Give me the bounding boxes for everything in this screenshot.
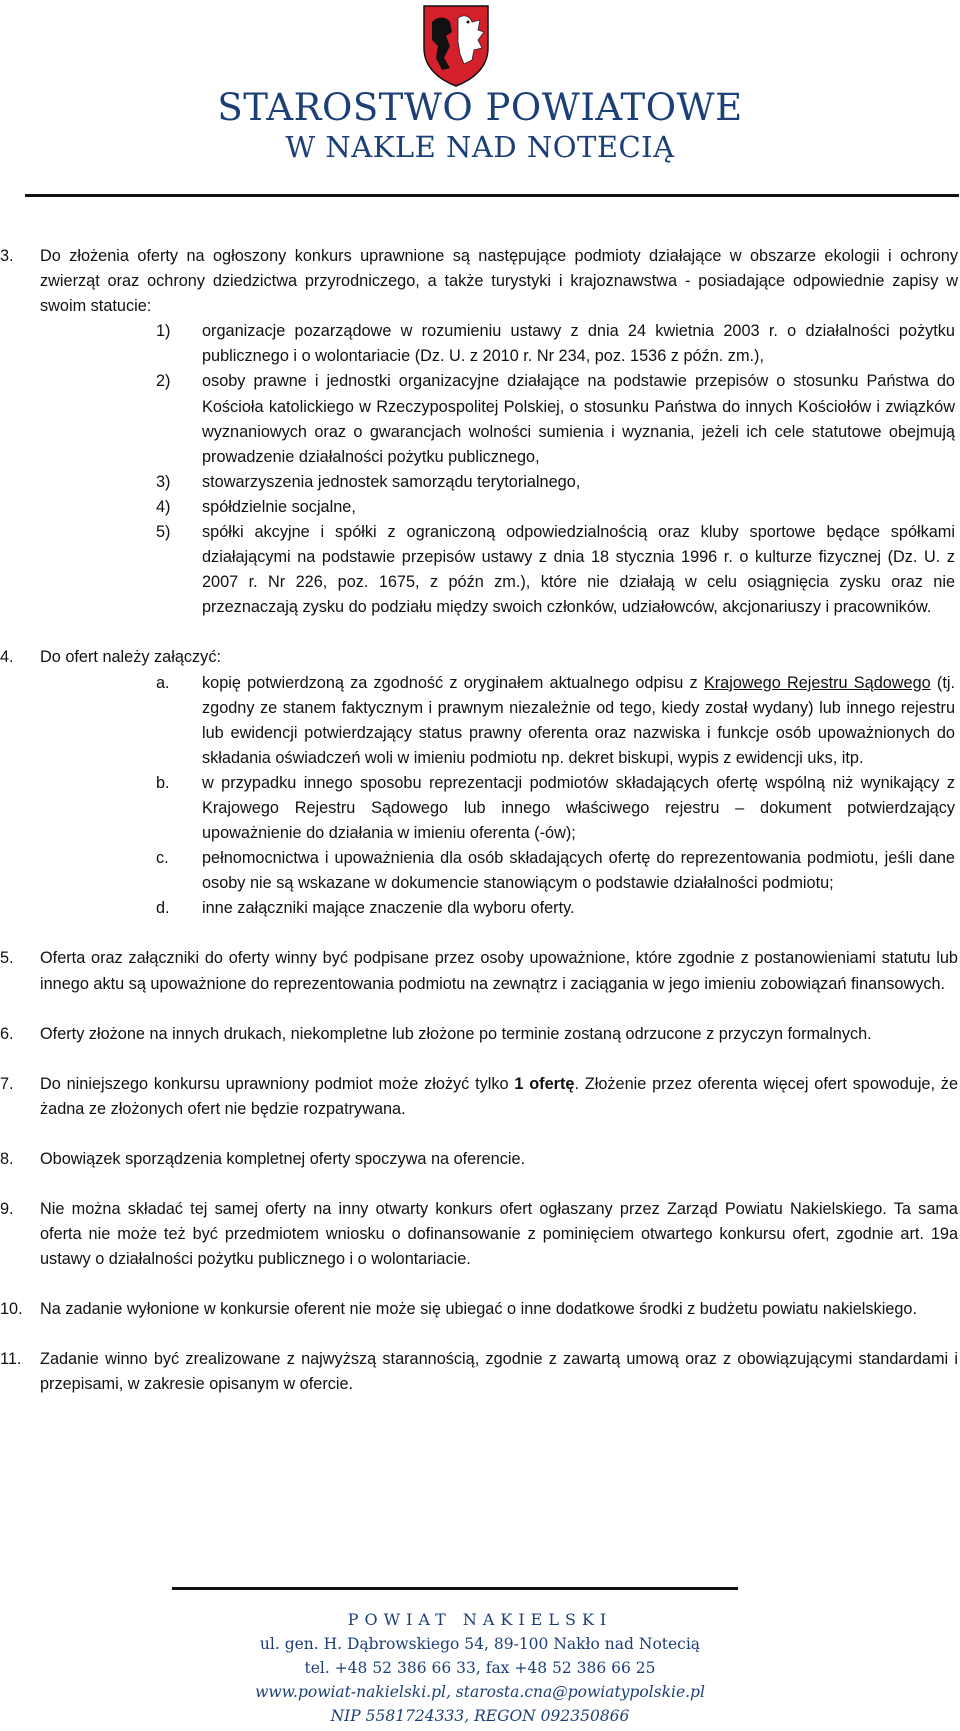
sub-item — [40, 520, 958, 620]
item-number: 10. — [0, 1300, 23, 1319]
header-divider — [25, 194, 959, 197]
letterhead — [0, 0, 960, 200]
item-number: 11. — [0, 1350, 22, 1369]
item-text-end: . Złożenie przez oferenta więcej ofert spowoduje, że żadna ze złożonych ofert nie będzie rozpatrywana. — [40, 1074, 958, 1118]
sub-item-text: spółdzielnie socjalne, — [202, 497, 356, 516]
list-item-4 — [0, 645, 960, 921]
sub-item-number: 3) — [156, 472, 171, 491]
item-text-start: Do niniejszego konkursu uprawniony podmiot może złożyć tylko — [40, 1074, 515, 1093]
footer-phone: tel. +48 52 386 66 33, fax +48 52 386 66 25 — [304, 1659, 656, 1677]
sub-item-number: 2) — [156, 372, 171, 391]
footer-divider — [172, 1587, 738, 1590]
footer-address: ul. gen. H. Dąbrowskiego 54, 89-100 Nakło nad Notecią — [259, 1635, 701, 1653]
item-number: 9. — [0, 1200, 14, 1218]
sub-item-text: organizacje pozarządowe w rozumieniu ustawy z dnia 24 kwietnia 2003 r. o działalności pożytku publicznego i o wolontariacie (Dz. U. z 2010 r. Nr 234, poz. 1536 z późn. zm.), — [202, 322, 955, 366]
item-text: Zadanie winno być zrealizowane z najwyższą starannością, zgodnie z zawartą umową oraz z obowiązującymi standardami i przepisami, w zakresie opisanym w ofercie. — [40, 1350, 958, 1394]
office-subtitle: W NAKLE NAD NOTECIĄ — [285, 130, 675, 164]
list-item-5 — [0, 946, 960, 996]
sub-item-number: c. — [156, 849, 169, 868]
sub-item-text: osoby prawne i jednostki organizacyjne działające na podstawie przepisów o stosunku Państwa do Kościoła katolickiego w Rzeczypospolitej Polskiej, o stosunku Państwa do innych Kościołów i związków wyznaniowych oraz o gwarancjach wolności sumienia i wyznania, jeżeli ich cele statutowe obejmują prowadzenie działalności pożytku publicznego, — [202, 372, 955, 466]
krs-link[interactable]: Krajowego Rejestru Sądowego — [703, 673, 931, 692]
item-text: Oferty złożone na innych drukach, niekompletne lub złożone po terminie zostaną odrzucone z przyczyn formalnych. — [40, 1024, 872, 1043]
sub-item-number: d. — [156, 899, 170, 918]
item-text: Nie można składać tej samej oferty na inny otwarty konkurs ofert ogłaszany przez Zarząd Powiatu Nakielskiego. Ta sama oferta nie może też być przedmiotem wniosku o dofinansowanie z pominięciem otwartego konkursu ofert, zgodnie art. 19a ustawy o działalności pożytku publicznego i o wolontariacie. — [40, 1200, 958, 1269]
sub-item — [40, 495, 958, 520]
item-number: 6. — [0, 1024, 14, 1043]
sub-item-number: a. — [156, 673, 170, 692]
sub-item-text-start: kopię potwierdzoną za zgodność z oryginałem aktualnego odpisu z — [202, 673, 704, 692]
office-title: STAROSTWO POWIATOWE — [217, 86, 743, 129]
item-text: Do złożenia oferty na ogłoszony konkurs uprawnione są następujące podmioty działające w obszarze ekologii i ochrony zwierząt oraz ochrony dziedzictwa przyrodniczego, a także turystyki i krajoznawstwa - posiadające odpowiednie zapisy w swoim statucie: — [40, 247, 958, 316]
sub-item — [40, 846, 958, 896]
sub-item-text: inne załączniki mające znaczenie dla wyboru oferty. — [202, 899, 575, 918]
item-text: Do ofert należy załączyć: — [40, 648, 221, 667]
footer — [0, 1608, 960, 1728]
sub-item-text-end: (tj. zgodny ze stanem faktycznym i prawnym niezależnie od tego, kiedy został wydany) lub innego rejestru lub ewidencji potwierdzający status prawny oferenta oraz nazwiska i funkcje osób upoważnionych do składania oświadczeń woli w imieniu podmiotu np. dekret biskupi, wypis z ewidencji uks, itp. — [202, 673, 956, 767]
sub-item-number: b. — [156, 773, 170, 792]
item-text-bold: 1 ofertę — [514, 1074, 575, 1093]
sub-item — [40, 470, 958, 495]
sub-item-text: pełnomocnictwa i upoważnienia dla osób składających ofertę do reprezentowania podmiotu, jeśli dane osoby nie są wskazane w dokumencie stanowiącym o podstawie działalności podmiotu; — [202, 849, 955, 893]
list-item-3 — [0, 244, 960, 620]
item-text: Obowiązek sporządzenia kompletnej oferty spoczywa na oferencie. — [40, 1149, 526, 1168]
sub-item — [40, 671, 958, 771]
coat-of-arms-icon — [420, 2, 492, 88]
sub-item — [40, 319, 958, 369]
list-item-7 — [0, 1072, 960, 1122]
sub-item — [40, 896, 958, 921]
list-item-10 — [0, 1297, 960, 1322]
list-item-8 — [0, 1147, 960, 1172]
list-item-9 — [0, 1197, 960, 1272]
item-text: Oferta oraz załączniki do oferty winny być podpisane przez osoby upoważnione, które zgodnie z postanowieniami statutu lub innego aktu są upoważnione do reprezentowania podmiotu na zewnątrz i zaciągania w jego imieniu zobowiązań finansowych. — [40, 949, 958, 993]
sub-item-text: w przypadku innego sposobu reprezentacji podmiotów składających ofertę wspólną niż wynikający z Krajowego Rejestru Sądowego lub innego właściwego rejestru – dokument potwierdzający upoważnienie do działania w imieniu oferenta (-ów); — [202, 773, 955, 843]
list-item-11 — [0, 1347, 960, 1397]
item-number: 5. — [0, 949, 14, 968]
item-number: 7. — [0, 1074, 14, 1093]
item-number: 3. — [0, 247, 14, 265]
document-body — [0, 244, 960, 1423]
item-text — [40, 1072, 958, 1122]
footer-county: POWIAT NAKIELSKI — [347, 1610, 613, 1629]
sub-item — [40, 369, 958, 469]
sub-item-text: stowarzyszenia jednostek samorządu terytorialnego, — [202, 472, 581, 491]
sub-item-number: 1) — [156, 322, 171, 341]
sub-item-number: 4) — [156, 497, 171, 516]
list-item-6 — [0, 1022, 960, 1047]
footer-web[interactable]: www.powiat-nakielski.pl, starosta.cna@powiatypolskie.pl — [255, 1683, 705, 1701]
sub-item — [40, 771, 958, 846]
item-number: 8. — [0, 1149, 14, 1168]
item-number: 4. — [0, 648, 14, 667]
footer-ids: NIP 5581724333, REGON 092350866 — [330, 1707, 630, 1725]
item-text: Na zadanie wyłonione w konkursie oferent nie może się ubiegać o inne dodatkowe środki z budżetu powiatu nakielskiego. — [40, 1300, 918, 1319]
sub-item-number: 5) — [156, 523, 171, 542]
sub-item-text: spółki akcyjne i spółki z ograniczoną odpowiedzialnością oraz kluby sportowe będące spółkami działającymi na podstawie przepisów ustawy z dnia 18 stycznia 1996 r. o kulturze fizycznej (Dz. U. z 2007 r. Nr 226, poz. 1675, z późn zm.), które nie działają w celu osiągnięcia zysku oraz nie przeznaczają zysku do podziału między swoich członków, udziałowców, akcjonariuszy i pracowników. — [202, 523, 955, 617]
